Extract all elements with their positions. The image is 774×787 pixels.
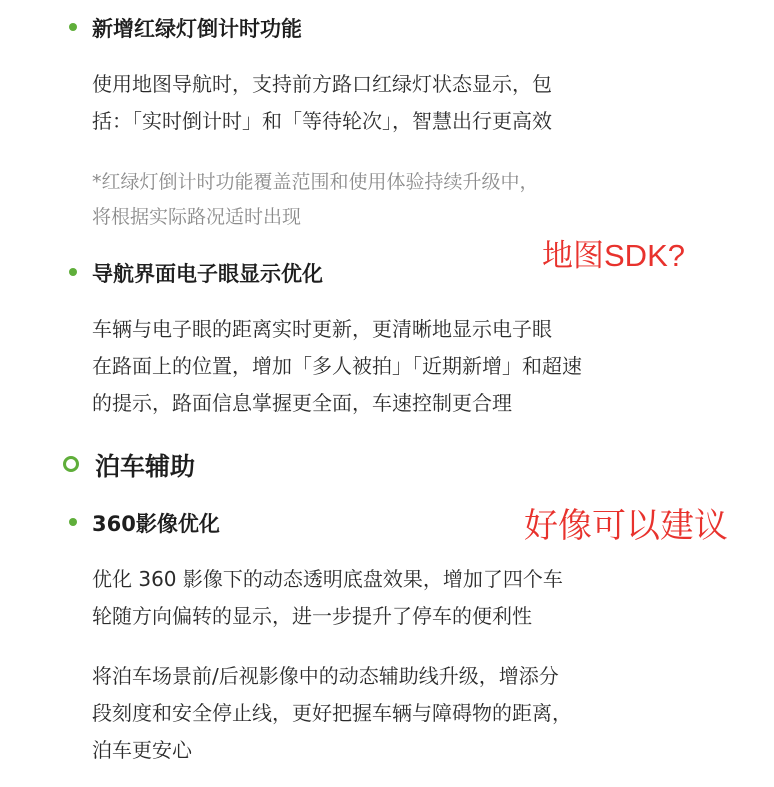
text-line: 将根据实际路况适时出现 (92, 206, 302, 228)
section-ring-bullet (63, 456, 79, 472)
text-line: 车辆与电子眼的距离实时更新，更清晰地显示电子眼 (92, 317, 552, 341)
text-line: 的提示，路面信息掌握更全面，车速控制更合理 (92, 391, 512, 415)
bullet-dot (69, 268, 77, 276)
text-line: 在路面上的位置，增加「多人被拍」「近期新增」和超速 (92, 354, 582, 378)
text-line: *红绿灯倒计时功能覆盖范围和使用体验持续升级中， (92, 171, 539, 193)
text-line: 段刻度和安全停止线，更好把握车辆与障碍物的距离， (92, 701, 572, 725)
text-line: 优化 360 影像下的动态透明底盘效果，增加了四个车 (92, 567, 563, 591)
parking-guideline-description (92, 658, 692, 769)
text-line: 使用地图导航时，支持前方路口红绿灯状态显示，包 (92, 72, 552, 96)
text-line: 将泊车场景前/后视影像中的动态辅助线升级，增添分 (92, 664, 559, 688)
handwritten-annotation-suggestion: 好像可以建议 (524, 507, 728, 545)
traffic-light-description (92, 66, 692, 140)
section-title-electronic-eye: 导航界面电子眼显示优化 (92, 262, 323, 286)
section-title-traffic-light: 新增红绿灯倒计时功能 (92, 17, 302, 41)
electronic-eye-description (92, 311, 692, 422)
text-line: 泊车更安心 (92, 738, 192, 762)
text-line: 括：「实时倒计时」和「等待轮次」，智慧出行更高效 (92, 109, 552, 133)
section-header-parking: 泊车辅助 (95, 452, 196, 481)
bullet-dot (69, 518, 77, 526)
handwritten-annotation-map-sdk: 地图SDK? (542, 238, 685, 273)
traffic-light-note (92, 165, 692, 235)
section-title-360-camera: 360影像优化 (92, 512, 220, 536)
bullet-dot (69, 23, 77, 31)
text-line: 轮随方向偏转的显示，进一步提升了停车的便利性 (92, 604, 532, 628)
camera-360-description (92, 561, 692, 635)
